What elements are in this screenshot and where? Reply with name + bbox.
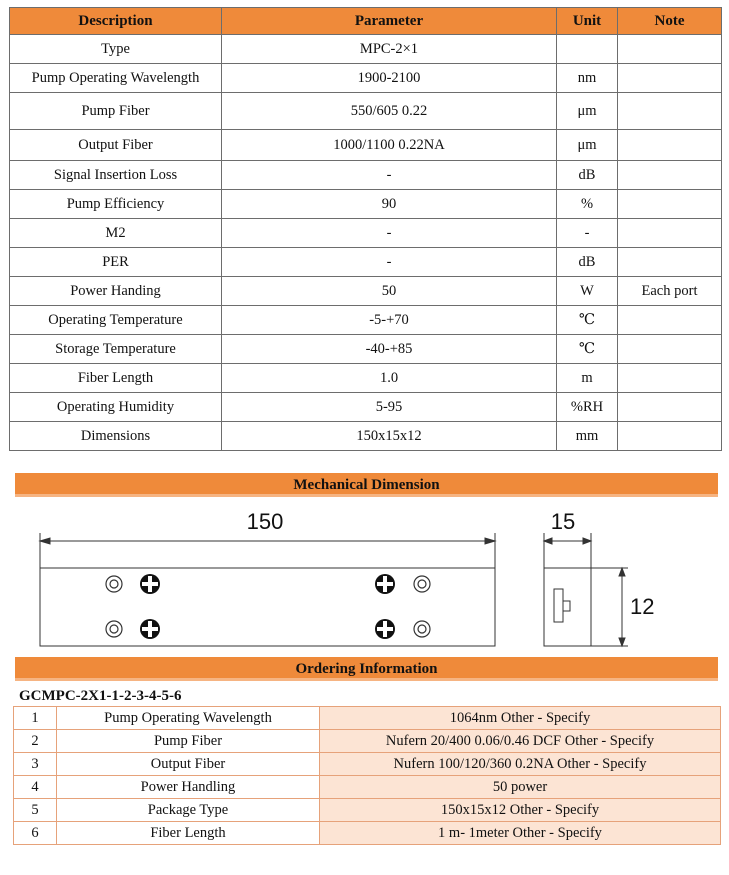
spec-parameter: -: [222, 161, 557, 190]
spec-unit: -: [557, 219, 618, 248]
height-label: 12: [630, 594, 655, 619]
ordering-row: [14, 822, 721, 845]
spec-parameter: 90: [222, 190, 557, 219]
spec-unit: W: [557, 277, 618, 306]
spec-parameter: 150x15x12: [222, 422, 557, 451]
spec-parameter: -40-+85: [222, 335, 557, 364]
header-note: Note: [618, 8, 722, 35]
ordering-name: Fiber Length: [57, 822, 320, 845]
spec-description: Pump Fiber: [10, 93, 222, 130]
spec-note: [618, 335, 722, 364]
ordering-num: 2: [14, 730, 57, 753]
ordering-value: 150x15x12 Other - Specify: [320, 799, 721, 822]
ordering-information-header: [15, 657, 718, 681]
screw-icon: [375, 574, 395, 594]
ordering-value: Nufern 20/400 0.06/0.46 DCF Other - Specify: [320, 730, 721, 753]
spec-note: [618, 422, 722, 451]
ordering-name: Package Type: [57, 799, 320, 822]
spec-row: [10, 306, 722, 335]
header-stripe: [15, 494, 718, 497]
spec-note: [618, 130, 722, 161]
mount-hole-icon: [106, 576, 122, 592]
screw-icon: [140, 619, 160, 639]
spec-parameter: 50: [222, 277, 557, 306]
ordering-name: Power Handling: [57, 776, 320, 799]
screw-icon: [140, 574, 160, 594]
spec-parameter: 550/605 0.22: [222, 93, 557, 130]
spec-description: Dimensions: [10, 422, 222, 451]
ordering-name: Output Fiber: [57, 753, 320, 776]
spec-description: Fiber Length: [10, 364, 222, 393]
spec-description: Pump Efficiency: [10, 190, 222, 219]
spec-row: [10, 393, 722, 422]
spec-row: [10, 219, 722, 248]
spec-note: [618, 93, 722, 130]
spec-row: [10, 35, 722, 64]
spec-unit: ℃: [557, 335, 618, 364]
spec-note: [618, 248, 722, 277]
header-stripe: [15, 678, 718, 681]
spec-description: Operating Humidity: [10, 393, 222, 422]
spec-note: Each port: [618, 277, 722, 306]
spec-row: [10, 161, 722, 190]
ordering-value: 1 m- 1meter Other - Specify: [320, 822, 721, 845]
screw-icon: [375, 619, 395, 639]
spec-row: [10, 93, 722, 130]
spec-note: [618, 364, 722, 393]
spec-unit: dB: [557, 248, 618, 277]
ordering-row: [14, 753, 721, 776]
width-label: 15: [550, 509, 576, 534]
spec-row: [10, 64, 722, 93]
spec-unit: mm: [557, 422, 618, 451]
ordering-value: 1064nm Other - Specify: [320, 707, 721, 730]
ordering-code: GCMPC-2X1-1-2-3-4-5-6: [19, 688, 182, 704]
device-body-side: [544, 568, 591, 646]
ordering-num: 5: [14, 799, 57, 822]
ordering-name: Pump Operating Wavelength: [57, 707, 320, 730]
ordering-row: [14, 799, 721, 822]
ordering-name: Pump Fiber: [57, 730, 320, 753]
spec-note: [618, 306, 722, 335]
spec-description: Output Fiber: [10, 130, 222, 161]
spec-parameter: MPC-2×1: [222, 35, 557, 64]
spec-note: [618, 393, 722, 422]
mount-hole-icon: [414, 621, 430, 637]
mechanical-dimension-title: Mechanical Dimension: [293, 477, 440, 493]
spec-unit: %: [557, 190, 618, 219]
mount-hole-icon: [106, 621, 122, 637]
mechanical-drawing: [0, 505, 729, 655]
spec-note: [618, 161, 722, 190]
spec-parameter: -: [222, 248, 557, 277]
ordering-num: 1: [14, 707, 57, 730]
spec-note: [618, 35, 722, 64]
spec-parameter: -: [222, 219, 557, 248]
spec-row: [10, 190, 722, 219]
spec-parameter: -5-+70: [222, 306, 557, 335]
ordering-row: [14, 730, 721, 753]
header-unit: Unit: [557, 8, 618, 35]
mechanical-dimension-header: [15, 473, 718, 497]
spec-parameter: 1900-2100: [222, 64, 557, 93]
spec-row: [10, 130, 722, 161]
spec-row: [10, 248, 722, 277]
spec-parameter: 5-95: [222, 393, 557, 422]
ordering-table: [13, 706, 721, 845]
spec-parameter: 1000/1100 0.22NA: [222, 130, 557, 161]
length-label: 150: [246, 509, 284, 534]
ordering-num: 3: [14, 753, 57, 776]
spec-unit: [557, 35, 618, 64]
ordering-num: 4: [14, 776, 57, 799]
spec-row: [10, 277, 722, 306]
ordering-row: [14, 707, 721, 730]
mount-hole-icon: [414, 576, 430, 592]
ordering-value: Nufern 100/120/360 0.2NA Other - Specify: [320, 753, 721, 776]
ordering-value: 50 power: [320, 776, 721, 799]
spec-row: [10, 364, 722, 393]
spec-unit: μm: [557, 93, 618, 130]
ordering-row: [14, 776, 721, 799]
spec-description: Storage Temperature: [10, 335, 222, 364]
spec-unit: μm: [557, 130, 618, 161]
ordering-num: 6: [14, 822, 57, 845]
header-parameter: Parameter: [222, 8, 557, 35]
spec-description: PER: [10, 248, 222, 277]
spec-unit: ℃: [557, 306, 618, 335]
spec-unit: %RH: [557, 393, 618, 422]
spec-description: M2: [10, 219, 222, 248]
spec-note: [618, 64, 722, 93]
spec-note: [618, 219, 722, 248]
spec-description: Type: [10, 35, 222, 64]
spec-description: Pump Operating Wavelength: [10, 64, 222, 93]
spec-table: [9, 7, 722, 451]
spec-unit: m: [557, 364, 618, 393]
spec-unit: nm: [557, 64, 618, 93]
spec-header-row: [10, 8, 722, 35]
spec-note: [618, 190, 722, 219]
spec-description: Operating Temperature: [10, 306, 222, 335]
spec-description: Signal Insertion Loss: [10, 161, 222, 190]
spec-row: [10, 335, 722, 364]
spec-unit: dB: [557, 161, 618, 190]
ordering-information-title: Ordering Information: [295, 661, 438, 677]
header-description: Description: [10, 8, 222, 35]
spec-description: Power Handing: [10, 277, 222, 306]
spec-row: [10, 422, 722, 451]
spec-parameter: 1.0: [222, 364, 557, 393]
